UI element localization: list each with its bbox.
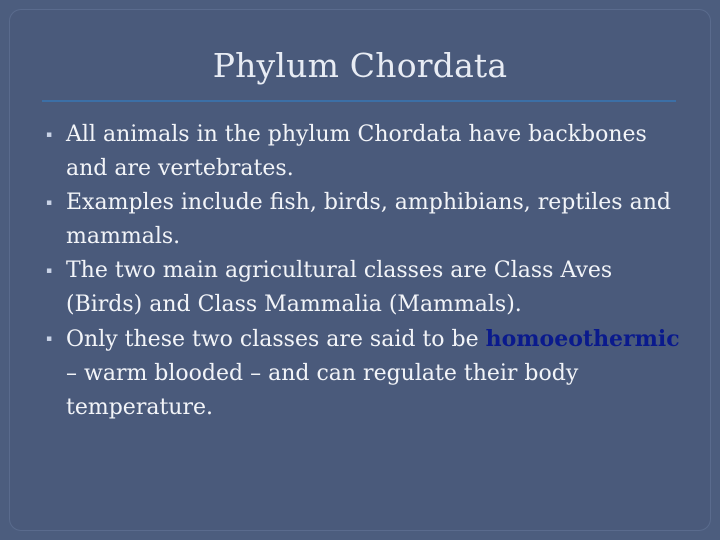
title-divider (42, 100, 676, 102)
bullet-marker-icon: ▪ (46, 130, 53, 140)
bullet-text: The two main agricultural classes are Class Aves (Birds) and Class Mammalia (Mammals). (66, 258, 613, 317)
highlight-term: homoeothermic (485, 326, 680, 352)
bullet-item (46, 186, 686, 254)
bullet-text: All animals in the phylum Chordata have backbones and are vertebrates. (66, 122, 647, 181)
bullet-list (46, 118, 686, 425)
bullet-item (46, 118, 686, 186)
bullet-text-before: Only these two classes are said to be (66, 327, 486, 352)
bullet-text-after: – warm blooded – and can regulate their body temperature. (66, 361, 579, 420)
bullet-marker-icon: ▪ (46, 266, 53, 276)
bullet-marker-icon: ▪ (46, 334, 53, 344)
bullet-text: Examples include fish, birds, amphibians, reptiles and mammals. (66, 190, 671, 249)
bullet-item (46, 254, 686, 322)
bullet-marker-icon: ▪ (46, 198, 53, 208)
slide-title: Phylum Chordata (212, 46, 508, 85)
bullet-item (46, 322, 686, 425)
